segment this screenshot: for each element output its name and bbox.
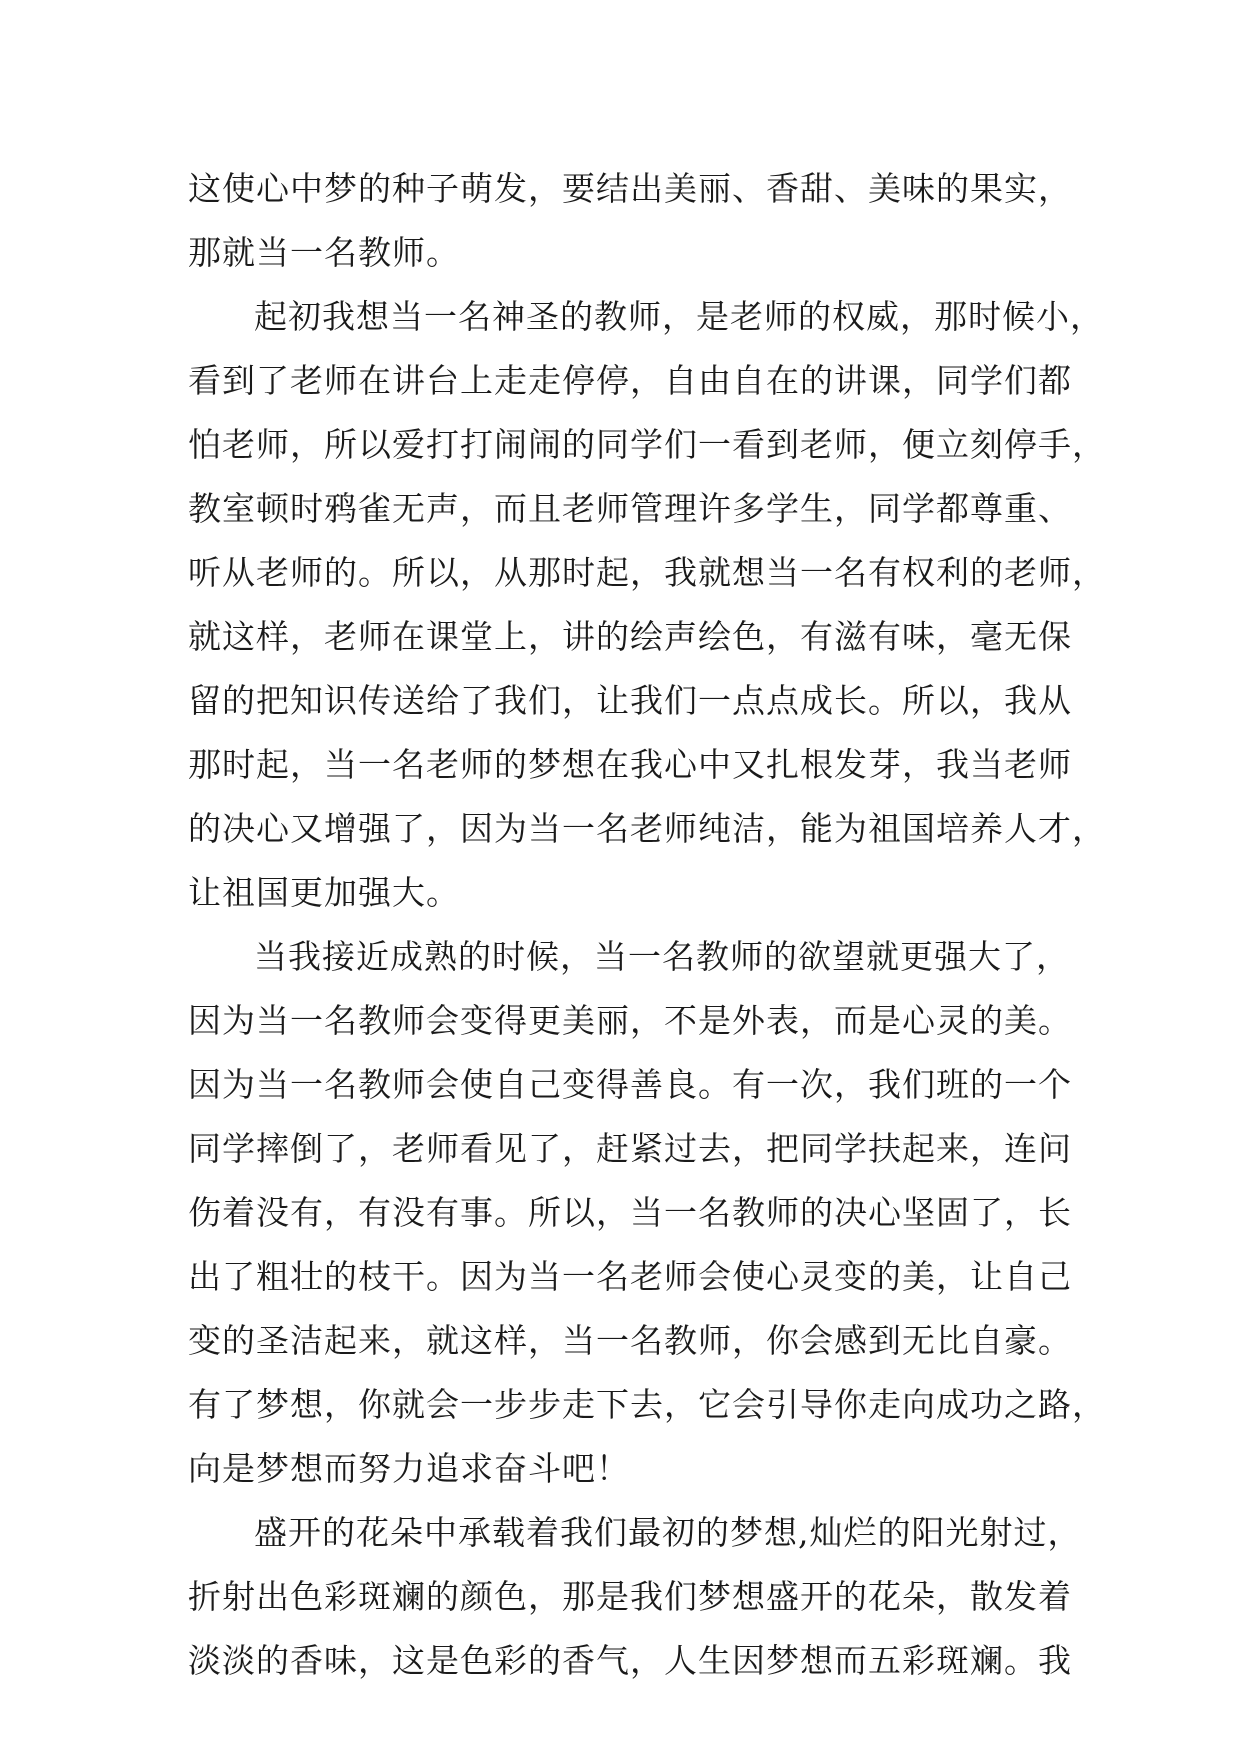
paragraph-4-line-1: 盛开的花朵中承载着我们最初的梦想,灿烂的阳光射过， [254, 1513, 1082, 1552]
paragraph-2-line-7: 留的把知识传送给了我们，让我们一点点成长。所以，我从 [188, 681, 1072, 720]
paragraph-3-line-8: 有了梦想，你就会一步步走下去，它会引导你走向成功之路， [188, 1385, 1106, 1424]
paragraph-4-line-2: 折射出色彩斑斓的颜色，那是我们梦想盛开的花朵，散发着 [188, 1577, 1072, 1616]
paragraph-1-line-1: 这使心中梦的种子萌发，要结出美丽、香甜、美味的果实， [188, 169, 1072, 208]
paragraph-2-line-6: 就这样，老师在课堂上，讲的绘声绘色，有滋有味，毫无保 [188, 617, 1072, 656]
paragraph-2-line-2: 看到了老师在讲台上走走停停，自由自在的讲课，同学们都 [188, 361, 1072, 400]
paragraph-2-line-9: 的决心又增强了，因为当一名老师纯洁，能为祖国培养人才， [188, 809, 1106, 848]
paragraph-3-line-7: 变的圣洁起来，就这样，当一名教师，你会感到无比自豪。 [188, 1321, 1072, 1360]
paragraph-2-line-5: 听从老师的。所以，从那时起，我就想当一名有权利的老师， [188, 553, 1106, 592]
paragraph-1-line-2: 那就当一名教师。 [188, 233, 460, 272]
paragraph-3-line-9: 向是梦想而努力追求奋斗吧！ [188, 1449, 630, 1488]
paragraph-2-line-1: 起初我想当一名神圣的教师，是老师的权威，那时候小， [254, 297, 1104, 336]
paragraph-2-line-4: 教室顿时鸦雀无声，而且老师管理许多学生，同学都尊重、 [188, 489, 1072, 528]
paragraph-2-line-8: 那时起，当一名老师的梦想在我心中又扎根发芽，我当老师 [188, 745, 1072, 784]
paragraph-3-line-5: 伤着没有，有没有事。所以，当一名教师的决心坚固了，长 [188, 1193, 1072, 1232]
paragraph-4-line-3: 淡淡的香味，这是色彩的香气，人生因梦想而五彩斑斓。我 [188, 1641, 1072, 1680]
paragraph-3-line-6: 出了粗壮的枝干。因为当一名老师会使心灵变的美，让自己 [188, 1257, 1072, 1296]
paragraph-2-line-10: 让祖国更加强大。 [188, 873, 460, 912]
paragraph-3-line-3: 因为当一名教师会使自己变得善良。有一次，我们班的一个 [188, 1065, 1072, 1104]
paragraph-2-line-3: 怕老师，所以爱打打闹闹的同学们一看到老师，便立刻停手， [188, 425, 1106, 464]
paragraph-3-line-1: 当我接近成熟的时候，当一名教师的欲望就更强大了， [254, 937, 1070, 976]
paragraph-3-line-4: 同学摔倒了，老师看见了，赶紧过去，把同学扶起来，连问 [188, 1129, 1072, 1168]
document-body [188, 157, 1106, 1693]
paragraph-3-line-2: 因为当一名教师会变得更美丽，不是外表，而是心灵的美。 [188, 1001, 1072, 1040]
